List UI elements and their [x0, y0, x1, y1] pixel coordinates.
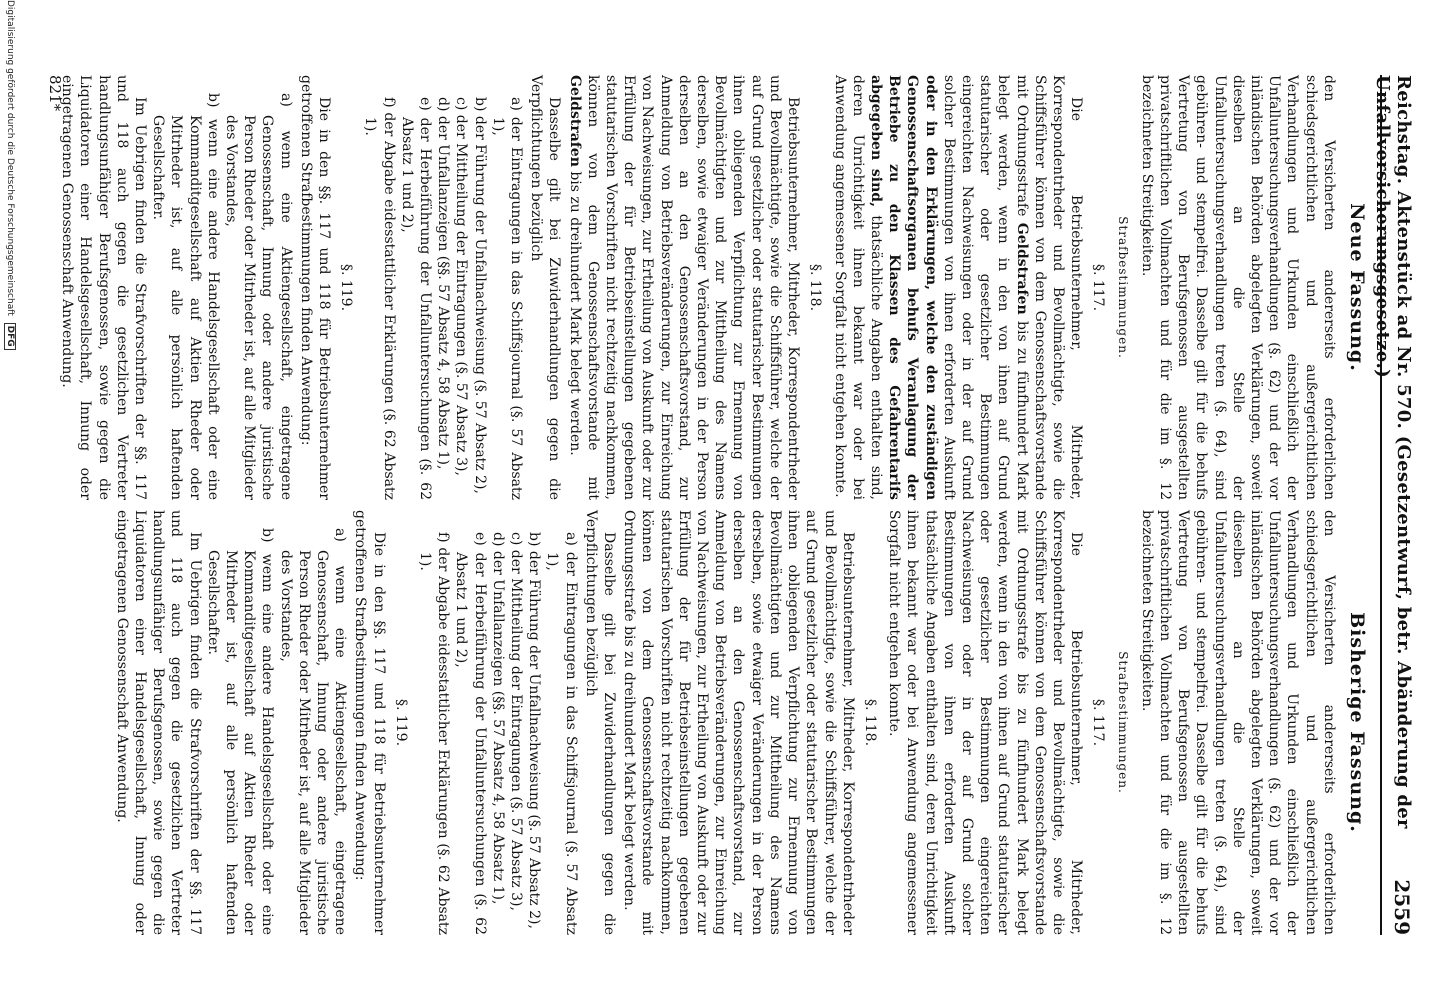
column-previous-version [82, 510, 1372, 935]
text-segment: Die Betriebsunternehmer, Mitrheder, Korrespondentrheder und Bevollmächtigte, sowie die Schiffsführer können von dem Genossenschaftsvorstande mit Ordnungsstrafe [1013, 75, 1085, 500]
applicability-list [204, 510, 350, 935]
list-item: b) der Führung der Unfallnachweisung (§. 57 Absatz 2), [471, 97, 488, 494]
list-item: d) der Unfallanzeigen (§§. 57 Absatz 4, 58 Absatz 1), [435, 97, 452, 470]
digitization-text: Digitalisierung gefördert durch die Deutsche Forschungsgemeinschaft [5, 0, 15, 316]
intro-paragraph: den Versicherten andererseits erforderlichen schiedsgerichtlichen und außergerichtlichen Verhandlungen und Urkunden einschließlich der Unfalluntersuchungsverhandlungen (§. 62) und der vor inländischen Behörden abgelegten Verklärungen, soweit dieselben an die Stelle der Unfalluntersuchungsverhandlungen treten (§. 64), sind gebühren- und stempelfrei. Dasselbe gilt für die behufs Vertretung von Berufsgenossen ausgestellten privatschriftlichen Vollmachten und für die im §. 12 bezeichneten Streitigkeiten. [1138, 510, 1337, 935]
inserted-text: oder in den Erklärungen, welche den zuständigen Genossenschaftsorganen behufs Veranlagung der Betriebe zu den Klassen des Gefahrentarifs abgegeben sind, [867, 75, 939, 500]
paragraph-119-continued: Im Uebrigen finden die Strafvorschriften der §§. 117 und 118 auch gegen die gesetzlichen Vertreter handlungsunfähiger Berufsgenossen, sowie gegen die Liquidatoren einer Handelsgesellschaft, Innung oder eingetragenen Genossenschaft Anwendung. [113, 510, 203, 935]
paragraph-119: Die in den §§. 117 und 118 für Betriebsunternehmer getroffenen Strafbestimmungen finden Anwendung: [297, 75, 333, 500]
paragraph-119: Die in den §§. 117 und 118 für Betriebsunternehmer getroffenen Strafbestimmungen finden Anwendung: [352, 510, 387, 935]
section-heading: Strafbestimmungen. [1115, 651, 1130, 794]
page-footer [34, 75, 64, 935]
dfg-logo: DFG [4, 323, 16, 350]
inserted-text: Geldstrafen [566, 75, 583, 167]
text-segment: Betriebsunternehmer, Mitrheder, Korrespondentrheder und Bevollmächtigte, sowie die Schiffsführer, welche der auf Grund gesetzlicher oder statutarischer Bestimmungen ihnen obliegenden Verpflichtung zur Ernennung von Bevollmächtigten und zur Mittheilung des Namens derselben, sowie etwaiger Veränderungen in der Person derselben an den Genossenschaftsvorstand, zur Anmeldung von Betriebsveränderungen, zur Einreichung von Nachweisungen, zur Ertheilung von Auskunft oder zur Erfüllung der für Betriebseinstellungen gegebenen statutarischen Vorschriften nicht rechtzeitig nachkommen, können von dem Genossenschaftsvorstande mit [584, 75, 802, 500]
paragraph-title: §. 119. [392, 698, 409, 747]
list-item: b) der Führung der Unfallnachweisung (§. 57 Absatz 2), [526, 532, 543, 929]
paragraph-118: Betriebsunternehmer, Mitrheder, Korrespondentrheder und Bevollmächtigte, sowie die Schiffsführer, welche der auf Grund gesetzlicher oder statutarischer Bestimmungen ihnen obliegenden Verpflichtung zur Ernennung von Bevollmächtigten und zur Mittheilung des Namens derselben, sowie etwaiger Veränderungen in der Person derselben an den Genossenschaftsvorstand, zur Anmeldung von Betriebsveränderungen, zur Einreichung von Nachweisungen, zur Ertheilung von Auskunft oder zur Erfüllung der für Betriebseinstellungen gegebenen statutarischen Vorschriften nicht rechtzeitig nachkommen, können von dem Genossenschaftsvorstande mit Ordnungsstrafe bis zu dreihundert Mark belegt werden. [621, 510, 856, 935]
text-segment: bis zu fünfhundert Mark belegt werden, wenn in den von ihnen auf Grund statutarischer oder gesetzlicher Bestimmungen eingereichten Nachweisungen oder in der auf Grund solcher Bestimmungen von ihnen erforderten Auskunft [940, 75, 1030, 500]
column-heading: Bisherige Fassung. [1346, 612, 1368, 833]
intro-paragraph: den Versicherten andererseits erforderlichen schiedsgerichtlichen und außergerichtlichen Verhandlungen und Urkunden einschließlich der Unfalluntersuchungsverhandlungen (§. 62) und der vor inländischen Behörden abgelegten Verklärungen, soweit dieselben an die Stelle der Unfalluntersuchungsverhandlungen treten (§. 64), sind gebühren- und stempelfrei. Dasselbe gilt für die behufs Vertretung von Berufsgenossen ausgestellten privatschriftlichen Vollmachten und für die im §. 12 bezeichneten Streitigkeiten. [1138, 75, 1337, 500]
section-heading: Strafbestimmungen. [1115, 216, 1130, 359]
list-item: a) wenn eine Aktiengesellschaft, eingetragene Genossenschaft, Innung oder andere juristische Person Rheder oder Mitrheder ist, auf alle Mitglieder des Vorstandes, [223, 93, 294, 500]
paragraph-title: §. 117. [1090, 263, 1107, 312]
page-header [1372, 75, 1416, 935]
list-item: a) der Eintragungen in das Schiffsjournal (§. 57 Absatz 1), [544, 532, 579, 935]
list-item: e) der Herbeiführung der Unfalluntersuchungen (§. 62 Absatz 1 und 2), [398, 97, 434, 500]
paragraph-title: §. 117. [1090, 698, 1107, 747]
list-item: b) wenn eine andere Handelsgesellschaft oder eine Kommanditgesellschaft auf Aktien Rheder oder Mitrheder ist, auf alle persönlich haftenden Gesellschafter. [150, 93, 221, 500]
list-item: c) der Mittheilung der Eintragungen (§. 57 Absatz 3), [453, 97, 470, 476]
paragraph-title: §. 118. [861, 698, 878, 747]
paragraph-118 [565, 75, 802, 500]
digitization-note [2, 0, 16, 1000]
text-segment: thatsächliche Angaben enthalten sind, deren Unrichtigkeit ihnen bekannt war oder bei Anwendung angemessener Sorgfalt nicht entgehen konnte. [831, 75, 884, 501]
list-item: a) der Eintragungen in das Schiffsjournal (§. 57 Absatz 1), [489, 97, 525, 500]
obligation-list [416, 532, 580, 935]
column-heading: Neue Fassung. [1346, 203, 1368, 372]
list-item: e) der Herbeiführung der Unfalluntersuchungen (§. 62 Absatz 1 und 2), [453, 532, 488, 935]
sheet-signature: 821* [46, 75, 64, 112]
paragraph-118-continued: Dasselbe gilt bei Zuwiderhandlungen gegen die Verpflichtungen bezüglich [528, 75, 563, 500]
paragraph-title: §. 119. [338, 263, 355, 312]
paragraph-117 [830, 75, 1085, 500]
page-number: 2559 [1390, 879, 1414, 935]
applicability-list [149, 75, 295, 500]
paragraph-118-continued: Dasselbe gilt bei Zuwiderhandlungen gegen die Verpflichtungen bezüglich [582, 510, 618, 935]
text-segment: bis zu dreihundert Mark belegt werden. [566, 171, 583, 456]
paragraph-117: Die Betriebsunternehmer, Mitrheder, Korrespondentrheder und Bevollmächtigte, sowie die Schiffsführer können von dem Genossenschaftsvorstande mit Ordnungsstrafe bis zu fünfhundert Mark belegt werden, wenn in den von ihnen auf Grund statutarischer oder gesetzlicher Bestimmungen eingereichten Nachweisungen oder in der auf Grund solcher Bestimmungen von ihnen erforderten Auskunft thatsächliche Angaben enthalten sind, deren Unrichtigkeit ihnen bekannt war oder bei Anwendung angemessener Sorgfalt nicht entgehen konnte. [886, 510, 1085, 935]
inserted-text: Geldstrafen [1013, 222, 1030, 315]
paragraph-119-continued: Im Uebrigen finden die Strafvorschriften der §§. 117 und 118 auch gegen die gesetzlichen Vertreter handlungsunfähiger Berufsgenossen, sowie gegen die Liquidatoren einer Handelsgesellschaft, Innung oder eingetragenen Genossenschaft Anwendung. [59, 75, 148, 500]
paragraph-title: §. 118. [807, 263, 824, 312]
list-item: f) der Abgabe eidesstattlicher Erklärungen (§. 62 Absatz 1). [417, 532, 452, 935]
list-item: c) der Mittheilung der Eintragungen (§. 57 Absatz 3), [508, 532, 525, 911]
list-item: d) der Unfallanzeigen (§§. 57 Absatz 4, 58 Absatz 1), [489, 532, 506, 905]
list-item: a) wenn eine Aktiengesellschaft, eingetragene Genossenschaft, Innung oder andere juristische Person Rheder oder Mitrheder ist, auf alle Mitglieder des Vorstandes, [277, 528, 349, 935]
list-item: b) wenn eine andere Handelsgesellschaft oder eine Kommanditgesellschaft auf Aktien Rheder oder Mitrheder ist, auf alle persönlich haftenden Gesellschafter. [204, 528, 276, 935]
obligation-list [361, 97, 525, 500]
document-title: Reichstag. Aktenstück ad Nr. 570. (Gesetzentwurf, betr. Abänderung der Unfallversicherungsgesetze.) [1372, 75, 1414, 829]
list-item: f) der Abgabe eidesstattlicher Erklärungen (§. 62 Absatz 1). [362, 97, 397, 500]
column-new-version [59, 75, 1372, 501]
